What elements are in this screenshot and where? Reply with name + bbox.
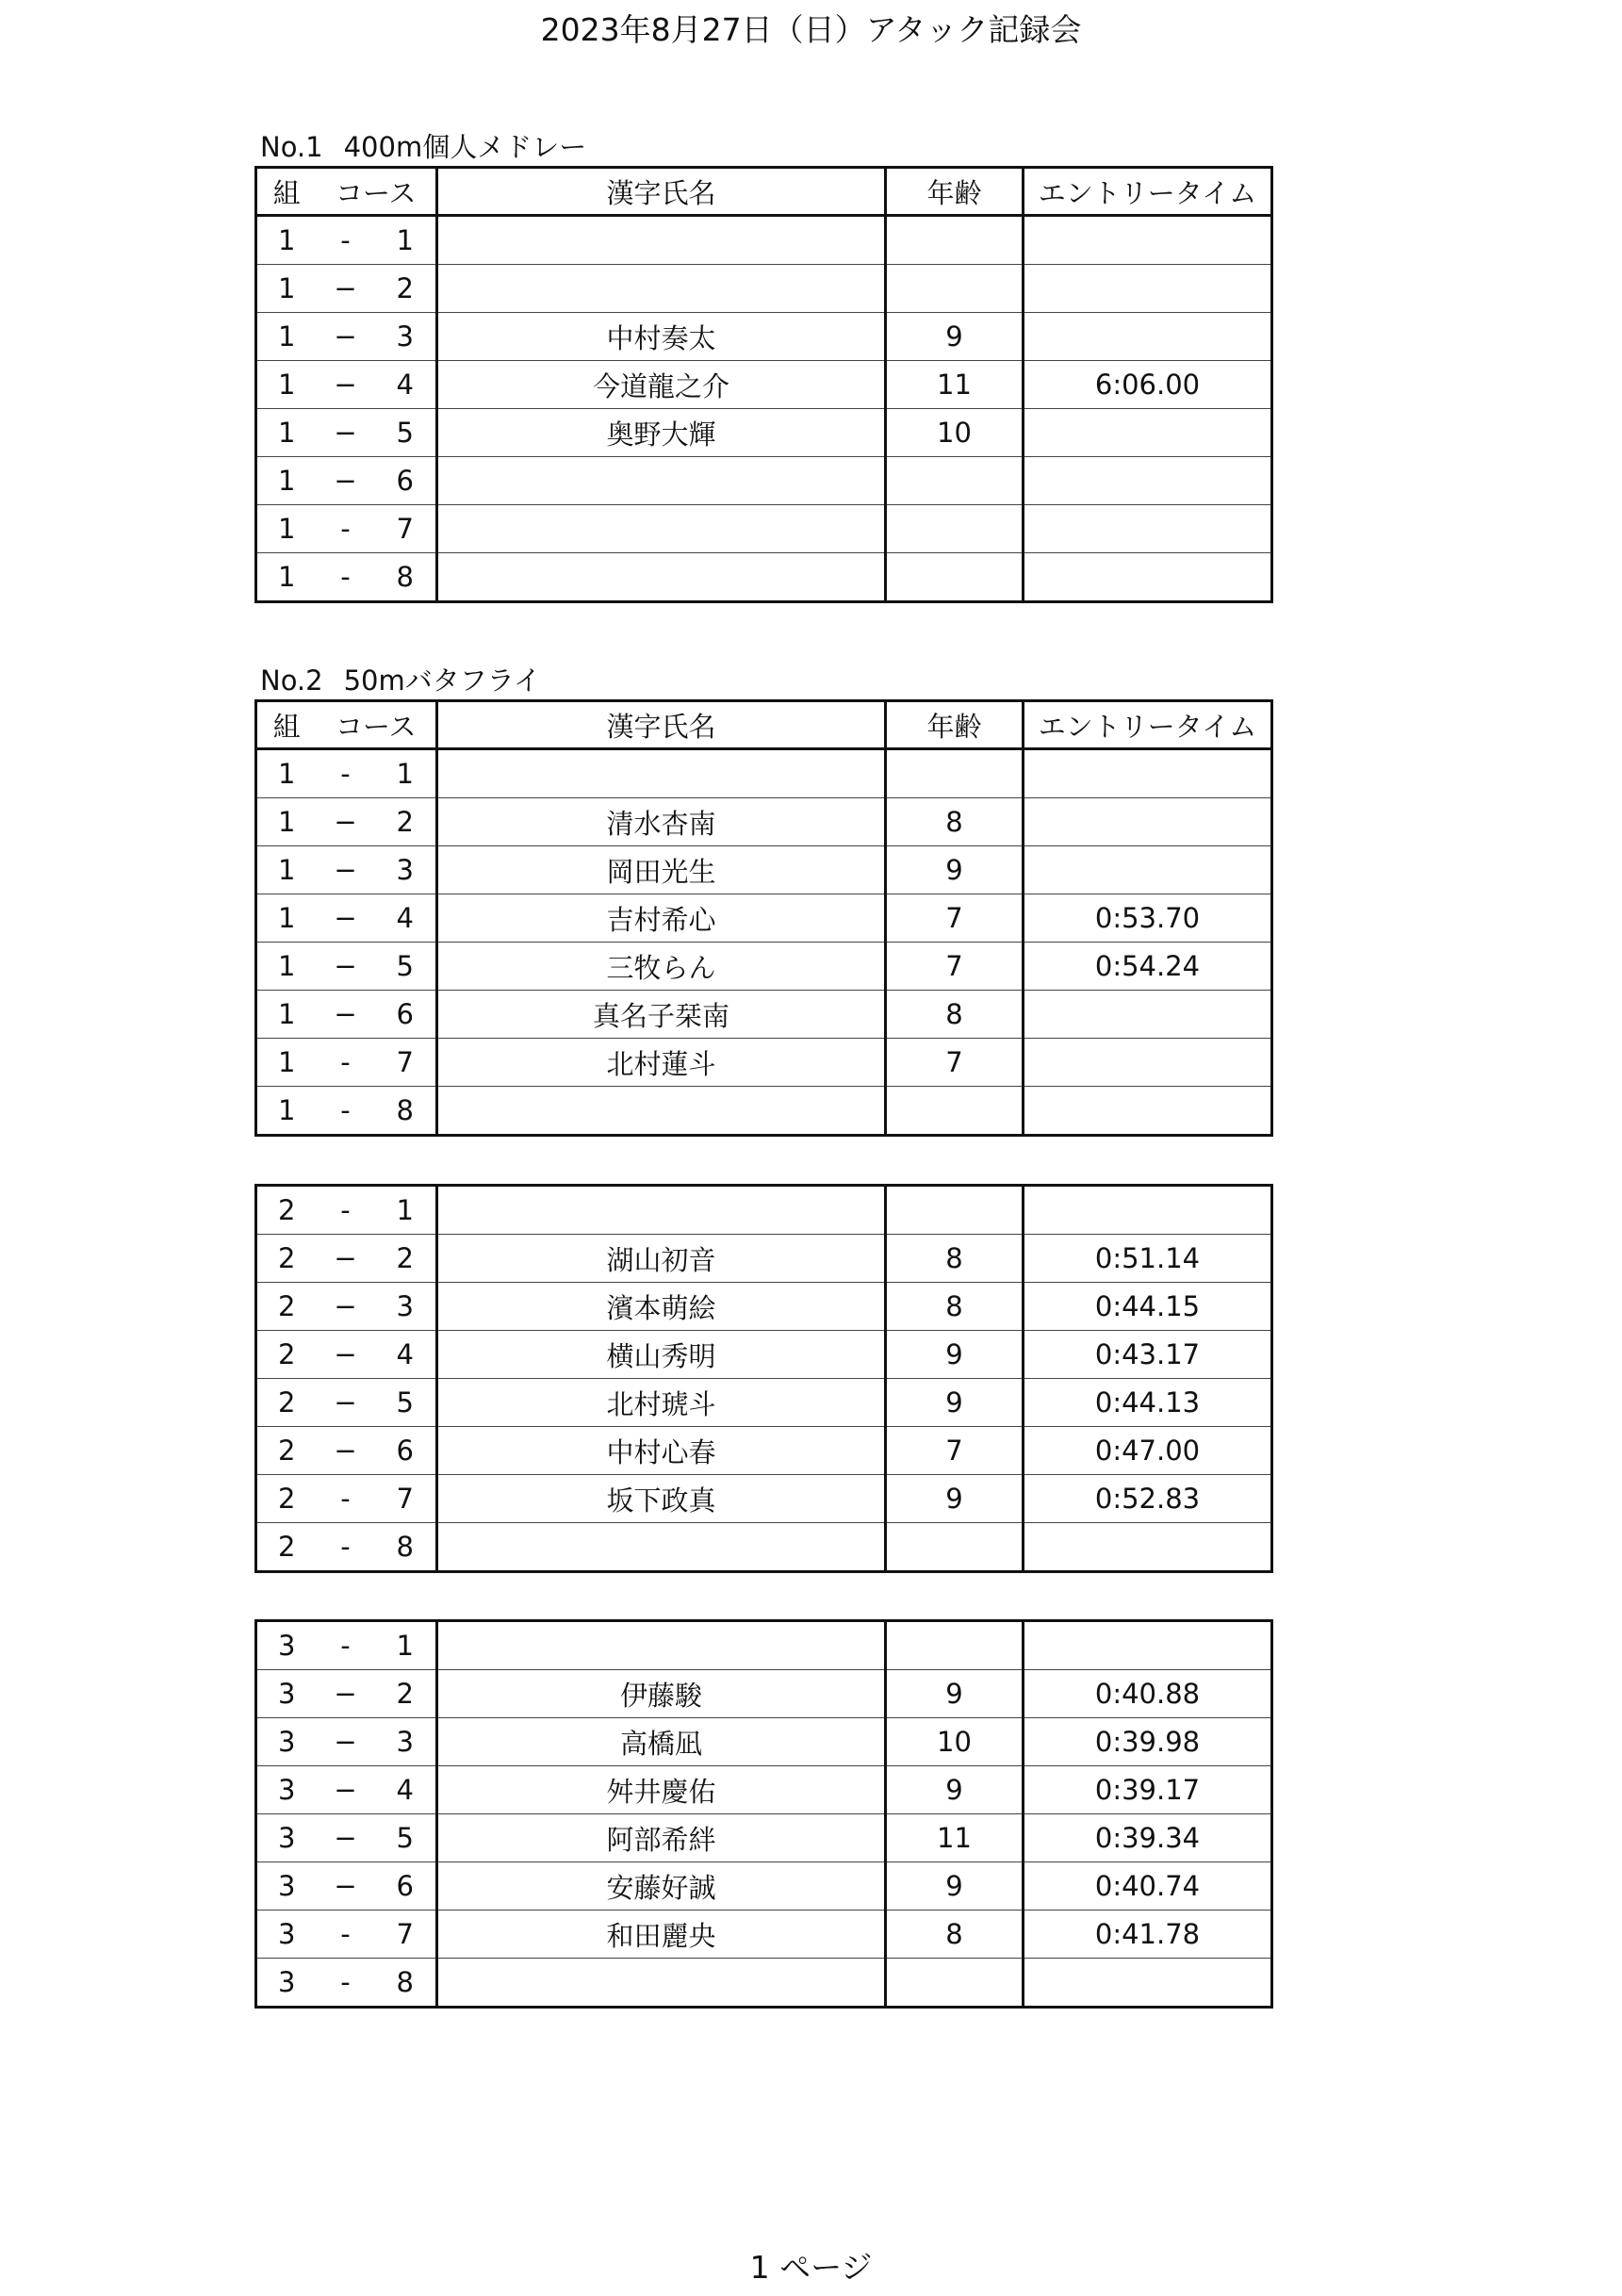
header-row: [256, 701, 1272, 749]
entry-time-cell: 0:44.15: [1024, 1283, 1272, 1331]
event-title: [260, 126, 586, 165]
entry-time-cell: 0:40.74: [1024, 1862, 1272, 1911]
age-cell: [886, 1959, 1024, 2008]
entry-time-cell: [1024, 1523, 1272, 1572]
age-cell: [886, 1523, 1024, 1572]
column-header-group: 組: [256, 168, 317, 216]
age-cell: [886, 553, 1024, 602]
table-row: [256, 846, 1272, 894]
entry-time-cell: [1024, 216, 1272, 265]
table-row: [256, 1087, 1272, 1136]
separator-cell: -: [340, 1194, 351, 1226]
table-row: [256, 1186, 1272, 1235]
age-cell: 8: [886, 1911, 1024, 1959]
group-cell: 1: [256, 943, 317, 991]
swimmer-name-cell: 高橋凪: [437, 1718, 886, 1766]
entry-time-cell: [1024, 991, 1272, 1039]
group-cell: 3: [256, 1766, 317, 1814]
event-number: No.2: [260, 664, 323, 697]
separator-cell: -: [317, 1959, 375, 2008]
table-row: [256, 1427, 1272, 1475]
separator-cell: -: [317, 1911, 375, 1959]
group-cell: 3: [256, 1814, 317, 1862]
swimmer-name-cell: [437, 216, 886, 265]
age-cell: 8: [886, 991, 1024, 1039]
lane-cell: 2: [375, 1235, 437, 1283]
lane-cell: 2: [375, 798, 437, 846]
entry-time-cell: 0:44.13: [1024, 1379, 1272, 1427]
table-row: [256, 216, 1272, 265]
table-row: [256, 894, 1272, 943]
entry-time-cell: 0:51.14: [1024, 1235, 1272, 1283]
swimmer-name-cell: 中村心春: [437, 1427, 886, 1475]
group-cell: 1: [256, 1087, 317, 1136]
group-cell: 1: [256, 894, 317, 943]
table-row: [256, 1283, 1272, 1331]
separator-cell: −: [317, 265, 375, 313]
age-cell: 11: [886, 361, 1024, 409]
separator-cell: −: [317, 991, 375, 1039]
entry-time-cell: [1024, 505, 1272, 553]
table-row: [256, 749, 1272, 798]
swimmer-name-cell: 中村奏太: [437, 313, 886, 361]
group-cell: 2: [256, 1283, 317, 1331]
separator-cell: −: [317, 798, 375, 846]
separator-cell: −: [317, 1718, 375, 1766]
swimmer-name-cell: 坂下政真: [437, 1475, 886, 1523]
lane-cell: 1: [375, 1186, 437, 1235]
age-cell: 10: [886, 409, 1024, 457]
separator-cell: −: [317, 1670, 375, 1718]
group-cell: 2: [256, 1331, 317, 1379]
separator-cell: −: [317, 846, 375, 894]
group-cell: 2: [256, 1379, 317, 1427]
swimmer-name-cell: 横山秀明: [437, 1331, 886, 1379]
entry-time-cell: 0:47.00: [1024, 1427, 1272, 1475]
entry-time-cell: [1024, 553, 1272, 602]
table-row: [256, 553, 1272, 602]
group-cell: 1: [256, 991, 317, 1039]
separator-cell: -: [317, 1039, 375, 1087]
table-row: [256, 1959, 1272, 2008]
column-header-age: 年齢: [886, 701, 1024, 749]
separator-cell: -: [317, 1087, 375, 1136]
lane-cell: 8: [375, 1523, 437, 1572]
lane-cell: 8: [375, 1959, 437, 2008]
swimmer-name-cell: 湖山初音: [437, 1235, 886, 1283]
lane-cell: 2: [375, 265, 437, 313]
separator-cell: −: [317, 457, 375, 505]
separator-cell: −: [317, 1331, 375, 1379]
swimmer-name-cell: [437, 1186, 886, 1235]
separator-cell: -: [340, 758, 351, 790]
entry-time-cell: [1024, 457, 1272, 505]
table-row: [256, 1523, 1272, 1572]
entry-time-cell: [1024, 1621, 1272, 1670]
lane-cell: 6: [375, 1862, 437, 1911]
age-cell: 7: [886, 1039, 1024, 1087]
entry-time-cell: 0:53.70: [1024, 894, 1272, 943]
swimmer-name-cell: 吉村希心: [437, 894, 886, 943]
lane-cell: 3: [375, 313, 437, 361]
group-cell: 1: [256, 361, 317, 409]
entry-time-cell: 0:39.17: [1024, 1766, 1272, 1814]
heat-table: [254, 699, 1273, 1137]
group-cell: 3: [256, 1718, 317, 1766]
age-cell: 9: [886, 1331, 1024, 1379]
event-title: [260, 660, 541, 698]
table-row: [256, 1331, 1272, 1379]
swimmer-name-cell: [437, 1621, 886, 1670]
swimmer-name-cell: 奥野大輝: [437, 409, 886, 457]
column-header-entry-time: エントリータイム: [1024, 701, 1272, 749]
page-title: 2023年8月27日（日）アタック記録会: [540, 11, 1082, 48]
lane-cell: 7: [375, 505, 437, 553]
separator-cell: −: [317, 313, 375, 361]
swimmer-name-cell: [437, 553, 886, 602]
swimmer-name-cell: 濱本萌絵: [437, 1283, 886, 1331]
entry-time-cell: 6:06.00: [1024, 361, 1272, 409]
group-cell: 1: [256, 457, 317, 505]
table-row: [256, 798, 1272, 846]
group-cell: 2: [256, 1427, 317, 1475]
age-cell: 9: [886, 1766, 1024, 1814]
age-cell: 9: [886, 1379, 1024, 1427]
age-cell: [886, 1087, 1024, 1136]
separator-cell: −: [317, 1766, 375, 1814]
group-cell: 1: [256, 409, 317, 457]
swimmer-name-cell: 伊藤駿: [437, 1670, 886, 1718]
group-cell: 1: [256, 265, 317, 313]
entry-time-cell: [1024, 265, 1272, 313]
entry-time-cell: [1024, 846, 1272, 894]
age-cell: [886, 505, 1024, 553]
lane-cell: 5: [375, 943, 437, 991]
swimmer-name-cell: [437, 457, 886, 505]
swimmer-name-cell: 三牧らん: [437, 943, 886, 991]
table-row: [256, 1766, 1272, 1814]
age-cell: [886, 1621, 1024, 1670]
swimmer-name-cell: [437, 749, 886, 798]
event-name: 50mバタフライ: [343, 664, 541, 697]
group-cell: 2: [256, 1475, 317, 1523]
age-cell: 9: [886, 313, 1024, 361]
lane-cell: 7: [375, 1475, 437, 1523]
table-row: [256, 1235, 1272, 1283]
swimmer-name-cell: 舛井慶佑: [437, 1766, 886, 1814]
lane-cell: 5: [375, 409, 437, 457]
group-cell: 2: [278, 1194, 296, 1226]
entry-time-cell: [1024, 749, 1272, 798]
entry-time-cell: [1024, 1087, 1272, 1136]
swimmer-name-cell: 北村琥斗: [437, 1379, 886, 1427]
age-cell: 8: [886, 1235, 1024, 1283]
age-cell: 7: [886, 1427, 1024, 1475]
age-cell: 8: [886, 1283, 1024, 1331]
column-header-entry-time: エントリータイム: [1024, 168, 1272, 216]
age-cell: 9: [886, 846, 1024, 894]
table-row: [256, 1621, 1272, 1670]
event-name: 400m個人メドレー: [343, 131, 587, 163]
table-row: [256, 1911, 1272, 1959]
lane-cell: 1: [375, 1621, 437, 1670]
table-row: [256, 1862, 1272, 1911]
swimmer-name-cell: 安藤好誠: [437, 1862, 886, 1911]
age-cell: 9: [886, 1862, 1024, 1911]
entry-time-cell: [1024, 409, 1272, 457]
lane-cell: 5: [375, 1379, 437, 1427]
entry-time-cell: 0:52.83: [1024, 1475, 1272, 1523]
age-cell: 9: [886, 1475, 1024, 1523]
swimmer-name-cell: 清水杏南: [437, 798, 886, 846]
entry-time-cell: [1024, 1186, 1272, 1235]
event-number: No.1: [260, 131, 323, 163]
entry-time-cell: [1024, 313, 1272, 361]
table-row: [256, 943, 1272, 991]
lane-cell: 6: [375, 1427, 437, 1475]
separator-cell: -: [317, 505, 375, 553]
lane-cell: 8: [375, 553, 437, 602]
entry-time-cell: 0:39.98: [1024, 1718, 1272, 1766]
age-cell: [886, 265, 1024, 313]
column-header-group: 組: [256, 701, 317, 749]
group-cell: 3: [256, 1670, 317, 1718]
header-row: [256, 168, 1272, 216]
table-row: [256, 1670, 1272, 1718]
group-cell: 2: [256, 1523, 317, 1572]
entry-time-cell: 0:41.78: [1024, 1911, 1272, 1959]
lane-cell: 5: [375, 1814, 437, 1862]
entry-time-cell: 0:39.34: [1024, 1814, 1272, 1862]
lane-cell: 3: [375, 1283, 437, 1331]
page-footer: 1 ページ: [749, 2249, 873, 2286]
lane-cell: 7: [375, 1039, 437, 1087]
age-cell: 10: [886, 1718, 1024, 1766]
separator-cell: -: [340, 1630, 351, 1662]
table-row: [256, 991, 1272, 1039]
column-header-course: コース: [317, 168, 437, 216]
table-row: [256, 361, 1272, 409]
group-cell: 1: [278, 758, 296, 790]
separator-cell: -: [317, 553, 375, 602]
age-cell: 9: [886, 1670, 1024, 1718]
column-header-age: 年齢: [886, 168, 1024, 216]
table-row: [256, 505, 1272, 553]
swimmer-name-cell: [437, 505, 886, 553]
table-row: [256, 457, 1272, 505]
group-cell: 1: [256, 505, 317, 553]
entry-time-cell: [1024, 798, 1272, 846]
age-cell: [886, 749, 1024, 798]
lane-cell: 4: [375, 1331, 437, 1379]
entry-time-cell: [1024, 1039, 1272, 1087]
entry-time-cell: 0:43.17: [1024, 1331, 1272, 1379]
swimmer-name-cell: [437, 1959, 886, 2008]
table-row: [256, 1718, 1272, 1766]
age-cell: 11: [886, 1814, 1024, 1862]
group-cell: 3: [278, 1630, 296, 1662]
separator-cell: −: [317, 1283, 375, 1331]
separator-cell: −: [317, 943, 375, 991]
group-cell: 2: [256, 1235, 317, 1283]
lane-cell: 7: [375, 1911, 437, 1959]
separator-cell: −: [317, 1814, 375, 1862]
separator-cell: -: [317, 1475, 375, 1523]
swimmer-name-cell: [437, 1087, 886, 1136]
age-cell: 7: [886, 894, 1024, 943]
column-header-name: 漢字氏名: [437, 168, 886, 216]
age-cell: 7: [886, 943, 1024, 991]
column-header-course: コース: [317, 701, 437, 749]
entry-time-cell: [1024, 1959, 1272, 2008]
age-cell: 8: [886, 798, 1024, 846]
table-row: [256, 265, 1272, 313]
group-cell: 3: [256, 1862, 317, 1911]
separator-cell: -: [340, 224, 351, 256]
lane-cell: 3: [375, 846, 437, 894]
swimmer-name-cell: [437, 265, 886, 313]
group-cell: 1: [256, 313, 317, 361]
lane-cell: 6: [375, 991, 437, 1039]
lane-cell: 6: [375, 457, 437, 505]
group-cell: 1: [256, 553, 317, 602]
group-cell: 1: [256, 1039, 317, 1087]
group-cell: 1: [278, 224, 296, 256]
lane-cell: 4: [375, 1766, 437, 1814]
group-cell: 3: [256, 1959, 317, 2008]
swimmer-name-cell: [437, 1523, 886, 1572]
table-row: [256, 313, 1272, 361]
swimmer-name-cell: 真名子栞南: [437, 991, 886, 1039]
group-cell: 3: [256, 1911, 317, 1959]
separator-cell: −: [317, 1379, 375, 1427]
lane-cell: 8: [375, 1087, 437, 1136]
swimmer-name-cell: 岡田光生: [437, 846, 886, 894]
separator-cell: −: [317, 894, 375, 943]
swimmer-name-cell: 阿部希絆: [437, 1814, 886, 1862]
age-cell: [886, 216, 1024, 265]
separator-cell: −: [317, 1862, 375, 1911]
swimmer-name-cell: 今道龍之介: [437, 361, 886, 409]
swimmer-name-cell: 和田麗央: [437, 1911, 886, 1959]
age-cell: [886, 457, 1024, 505]
lane-cell: 2: [375, 1670, 437, 1718]
lane-cell: 4: [375, 361, 437, 409]
separator-cell: -: [317, 1523, 375, 1572]
lane-cell: 1: [375, 216, 437, 265]
entry-time-cell: 0:54.24: [1024, 943, 1272, 991]
age-cell: [886, 1186, 1024, 1235]
column-header-name: 漢字氏名: [437, 701, 886, 749]
table-row: [256, 1814, 1272, 1862]
heat-table: [254, 1619, 1273, 2009]
group-cell: 1: [256, 798, 317, 846]
lane-cell: 1: [375, 749, 437, 798]
table-row: [256, 1039, 1272, 1087]
entry-time-cell: 0:40.88: [1024, 1670, 1272, 1718]
table-row: [256, 1475, 1272, 1523]
swimmer-name-cell: 北村蓮斗: [437, 1039, 886, 1087]
separator-cell: −: [317, 1235, 375, 1283]
table-row: [256, 409, 1272, 457]
table-row: [256, 1379, 1272, 1427]
group-cell: 1: [256, 846, 317, 894]
separator-cell: −: [317, 1427, 375, 1475]
separator-cell: −: [317, 361, 375, 409]
heat-table: [254, 1184, 1273, 1573]
separator-cell: −: [317, 409, 375, 457]
lane-cell: 4: [375, 894, 437, 943]
lane-cell: 3: [375, 1718, 437, 1766]
heat-table: [254, 166, 1273, 603]
